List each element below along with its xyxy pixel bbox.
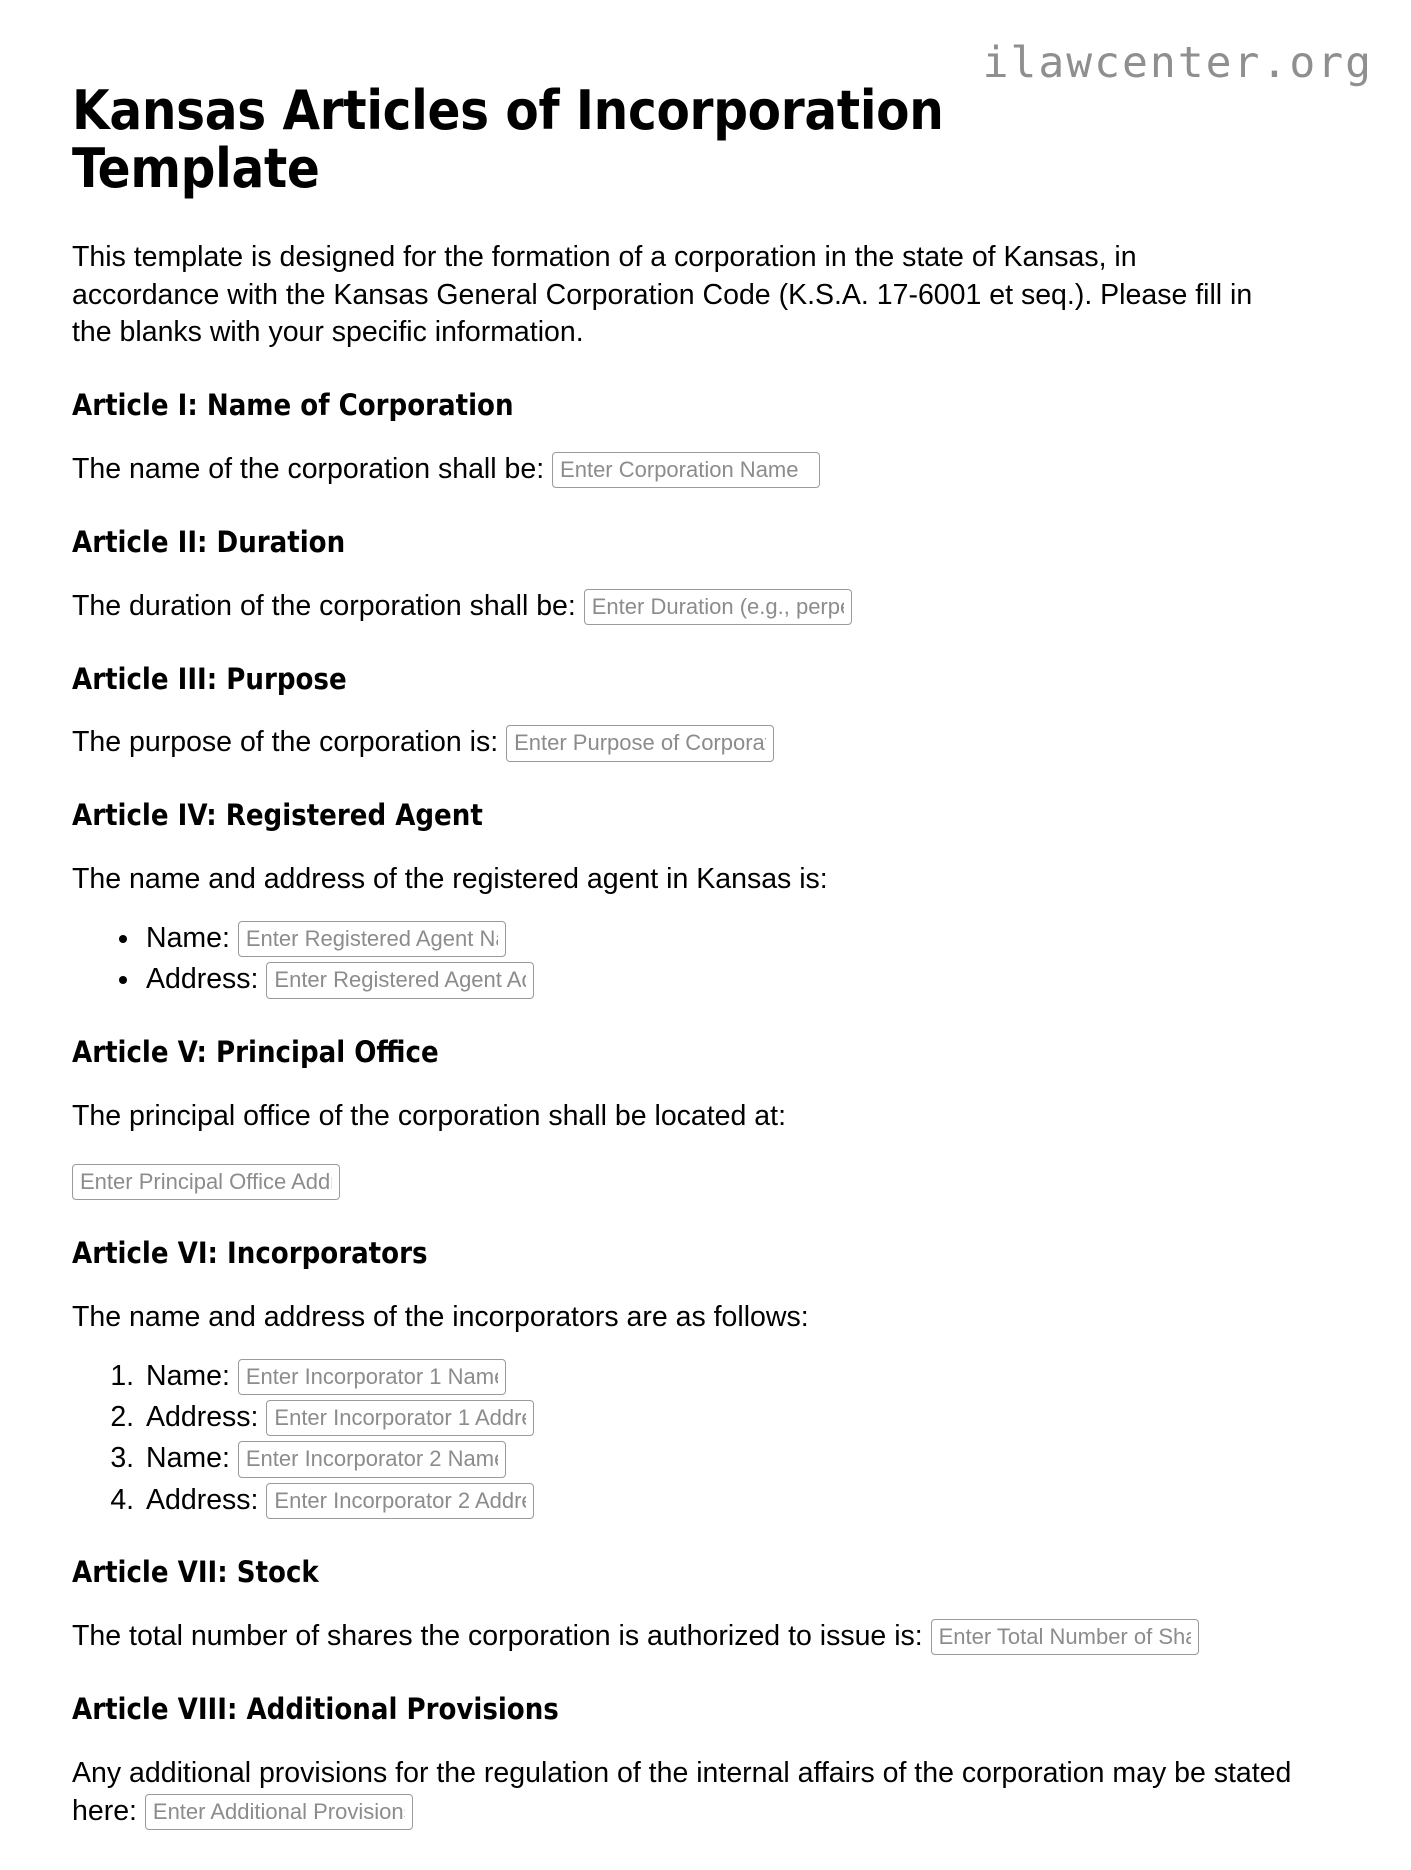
article-7-heading: Article VII: Stock — [72, 1555, 319, 1590]
incorporator-1-address-input[interactable] — [266, 1400, 534, 1436]
article-6-heading: Article VI: Incorporators — [72, 1235, 428, 1270]
article-2-label: The duration of the corporation shall be: — [72, 589, 576, 622]
incorporator-list — [72, 1359, 1339, 1520]
list-item — [142, 1359, 1339, 1395]
article-8-label: Any additional provisions for the regulation of the internal affairs of the corporation may be stated here: — [72, 1756, 1292, 1827]
registered-agent-address-label: Address: — [146, 963, 259, 996]
duration-input[interactable] — [584, 589, 852, 625]
total-shares-input[interactable] — [931, 1619, 1199, 1655]
article-3-line — [72, 724, 1339, 762]
principal-office-field-row — [72, 1164, 1339, 1200]
incorporator-2-name-input[interactable] — [238, 1441, 506, 1477]
registered-agent-list — [72, 921, 1339, 999]
article-1-heading: Article I: Name of Corporation — [72, 388, 514, 423]
article-3-label: The purpose of the corporation is: — [72, 726, 499, 759]
article-4-line: The name and address of the registered agent in Kansas is: — [72, 863, 828, 896]
article-3-heading: Article III: Purpose — [72, 661, 347, 696]
registered-agent-name-input[interactable] — [238, 921, 506, 957]
principal-office-address-input[interactable] — [72, 1164, 340, 1200]
list-item — [142, 1483, 1339, 1519]
article-6-line: The name and address of the incorporators are as follows: — [72, 1300, 809, 1333]
incorporator-1-name-input[interactable] — [238, 1359, 506, 1395]
article-8-heading: Article VIII: Additional Provisions — [72, 1691, 559, 1726]
incorporator-2-address-label: Address: — [146, 1483, 259, 1516]
list-item — [142, 1400, 1339, 1436]
corporation-name-input[interactable] — [552, 452, 820, 488]
article-8-line — [72, 1755, 1339, 1831]
additional-provisions-input[interactable] — [145, 1794, 413, 1830]
article-7-line — [72, 1618, 1339, 1656]
registered-agent-address-input[interactable] — [266, 962, 534, 998]
incorporator-2-name-label: Name: — [146, 1442, 230, 1475]
incorporator-1-name-label: Name: — [146, 1359, 230, 1392]
intro-paragraph: This template is designed for the formation of a corporation in the state of Kansas, in accordance with the Kansas General Corporation Code (K.S.A. 17-6001 et seq.). Please fill in the blanks with your specific information. — [72, 240, 1253, 349]
page-title: Kansas Articles of Incorporation Template — [72, 79, 944, 201]
article-5-line: The principal office of the corporation shall be located at: — [72, 1099, 786, 1132]
registered-agent-name-label: Name: — [146, 922, 230, 955]
list-item — [142, 1441, 1339, 1477]
site-watermark: ilawcenter.org — [982, 38, 1373, 88]
incorporator-1-address-label: Address: — [146, 1400, 259, 1433]
article-5-heading: Article V: Principal Office — [72, 1034, 439, 1069]
list-item — [142, 921, 1339, 957]
article-1-label: The name of the corporation shall be: — [72, 453, 545, 486]
article-4-heading: Article IV: Registered Agent — [72, 798, 483, 833]
article-2-heading: Article II: Duration — [72, 524, 346, 559]
article-7-label: The total number of shares the corporation is authorized to issue is: — [72, 1619, 923, 1652]
article-2-line — [72, 588, 1339, 626]
article-1-line — [72, 451, 1339, 489]
list-item — [142, 962, 1339, 998]
incorporator-2-address-input[interactable] — [266, 1483, 534, 1519]
purpose-input[interactable] — [506, 725, 774, 761]
